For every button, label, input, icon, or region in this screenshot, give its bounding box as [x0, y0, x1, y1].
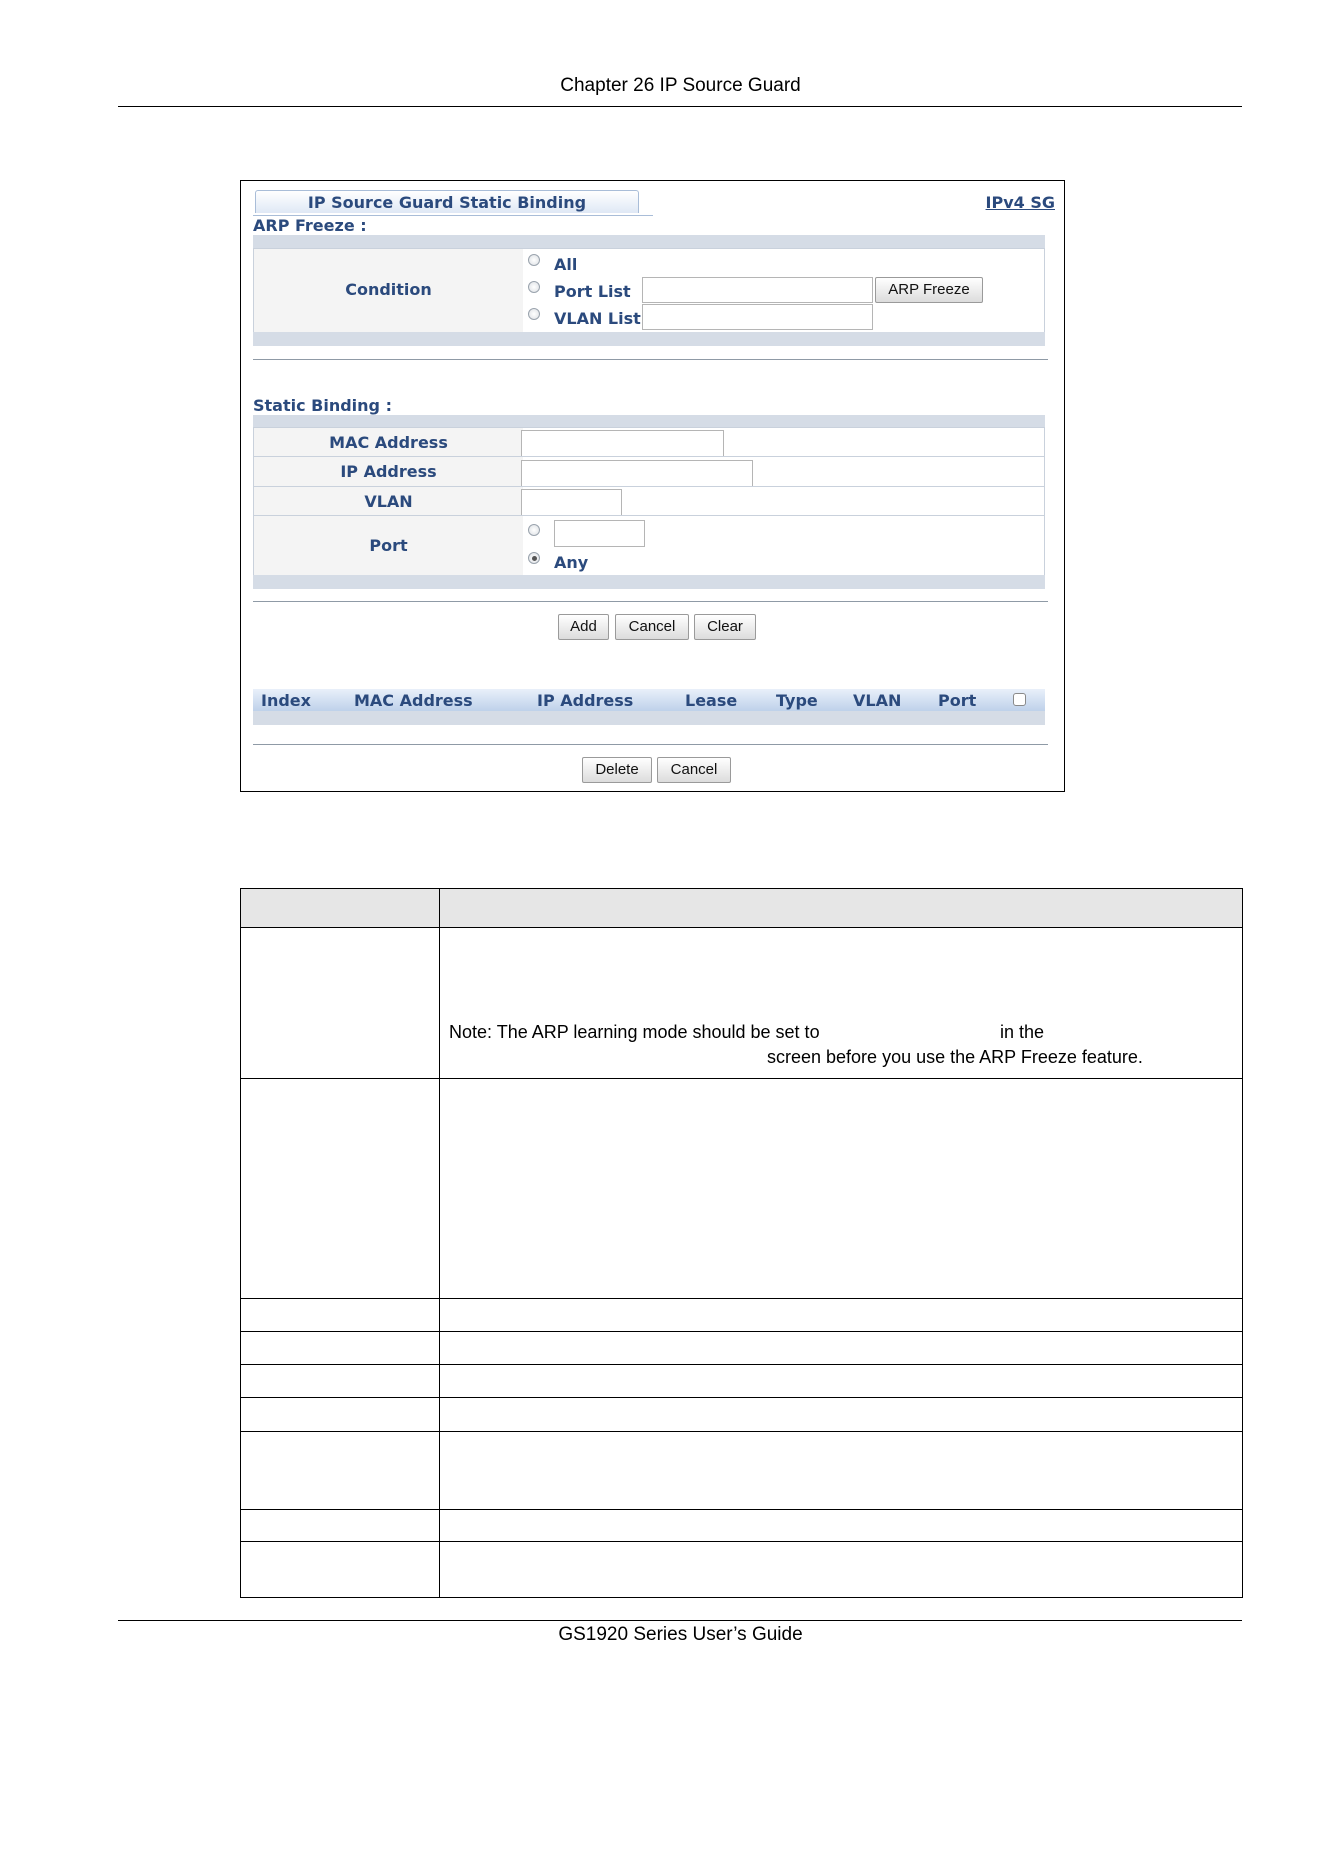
port-input[interactable]: [554, 520, 645, 547]
vlan-label-cell: [254, 487, 523, 515]
clear-button[interactable]: Clear: [694, 614, 756, 640]
section-divider-2: [253, 601, 1048, 602]
port-row: [253, 515, 1045, 575]
mac-label-cell: [254, 428, 523, 456]
field-description-table: [240, 888, 1243, 1598]
footer-rule: [118, 1620, 1242, 1621]
condition-all-radio[interactable]: [528, 254, 540, 266]
section-divider-3: [253, 744, 1048, 745]
static-binding-title: Static Binding :: [253, 396, 392, 415]
ip-address-label: IP Address: [340, 462, 437, 481]
port-label: Port: [369, 536, 408, 555]
binding-table-band: [253, 711, 1045, 725]
note-text-line-2: screen before you use the ARP Freeze feature.: [767, 1047, 1143, 1067]
page-footer: GS1920 Series User’s Guide: [558, 1624, 803, 1645]
ip-address-input[interactable]: [521, 460, 753, 487]
add-button[interactable]: Add: [558, 614, 609, 640]
row-line-6: [241, 1397, 1242, 1398]
ip-label-cell: [254, 457, 523, 486]
condition-vlan-list-label: VLAN List: [554, 309, 641, 328]
binding-table-header: [253, 689, 1045, 711]
vlan-label: VLAN: [364, 492, 413, 511]
mac-address-input[interactable]: [521, 430, 724, 458]
row-line-2: [241, 1078, 1242, 1079]
select-all-checkbox[interactable]: [1013, 693, 1026, 706]
port-any-radio[interactable]: [528, 552, 540, 564]
port-specific-radio[interactable]: [528, 524, 540, 536]
tab-ip-source-guard-static-binding[interactable]: IP Source Guard Static Binding: [255, 190, 639, 213]
chapter-header: Chapter 26 IP Source Guard: [560, 75, 801, 96]
col-port: Port: [938, 691, 977, 710]
arp-freeze-title: ARP Freeze :: [253, 216, 367, 235]
note-text-part-1: Note: The ARP learning mode should be set to: [449, 1022, 820, 1042]
col-mac-address: MAC Address: [354, 691, 473, 710]
port-label-cell: [254, 516, 523, 575]
static-binding-band-top: [253, 415, 1045, 427]
col-lease: Lease: [685, 691, 738, 710]
condition-all-label: All: [554, 255, 578, 274]
static-binding-band-bottom: [253, 575, 1045, 589]
mac-address-label: MAC Address: [329, 433, 448, 452]
ip-source-guard-screen: [240, 180, 1065, 792]
cancel-button-2[interactable]: Cancel: [657, 757, 731, 783]
condition-port-list-radio[interactable]: [528, 281, 540, 293]
condition-label: Condition: [345, 280, 432, 299]
condition-port-list-label: Port List: [554, 282, 631, 301]
col-vlan: VLAN: [853, 691, 902, 710]
vlan-row: [253, 486, 1045, 515]
condition-label-cell: [254, 249, 523, 332]
row-line-3: [241, 1298, 1242, 1299]
row-line-1: [241, 927, 1242, 928]
note-text-part-2: in the: [1000, 1022, 1045, 1042]
col-index: Index: [261, 691, 311, 710]
row-line-4: [241, 1331, 1242, 1332]
col-type: Type: [776, 691, 818, 710]
cancel-button[interactable]: Cancel: [615, 614, 689, 640]
table-header-row: [241, 889, 1242, 927]
arp-freeze-button[interactable]: ARP Freeze: [875, 277, 983, 303]
column-divider: [439, 889, 440, 1597]
port-list-input[interactable]: [642, 277, 873, 303]
arp-freeze-band-top: [253, 235, 1045, 248]
condition-vlan-list-radio[interactable]: [528, 308, 540, 320]
row-line-5: [241, 1364, 1242, 1365]
row-line-8: [241, 1509, 1242, 1510]
col-ip-address: IP Address: [537, 691, 634, 710]
section-divider-1: [253, 359, 1048, 360]
vlan-input[interactable]: [521, 489, 622, 516]
ipv4-sg-link[interactable]: IPv4 SG: [985, 193, 1055, 212]
row-line-7: [241, 1431, 1242, 1432]
delete-button[interactable]: Delete: [582, 757, 652, 783]
header-rule: [118, 106, 1242, 107]
arp-freeze-band-bottom: [253, 332, 1045, 346]
port-any-label: Any: [554, 553, 589, 572]
vlan-list-input[interactable]: [642, 304, 873, 330]
row-line-9: [241, 1541, 1242, 1542]
